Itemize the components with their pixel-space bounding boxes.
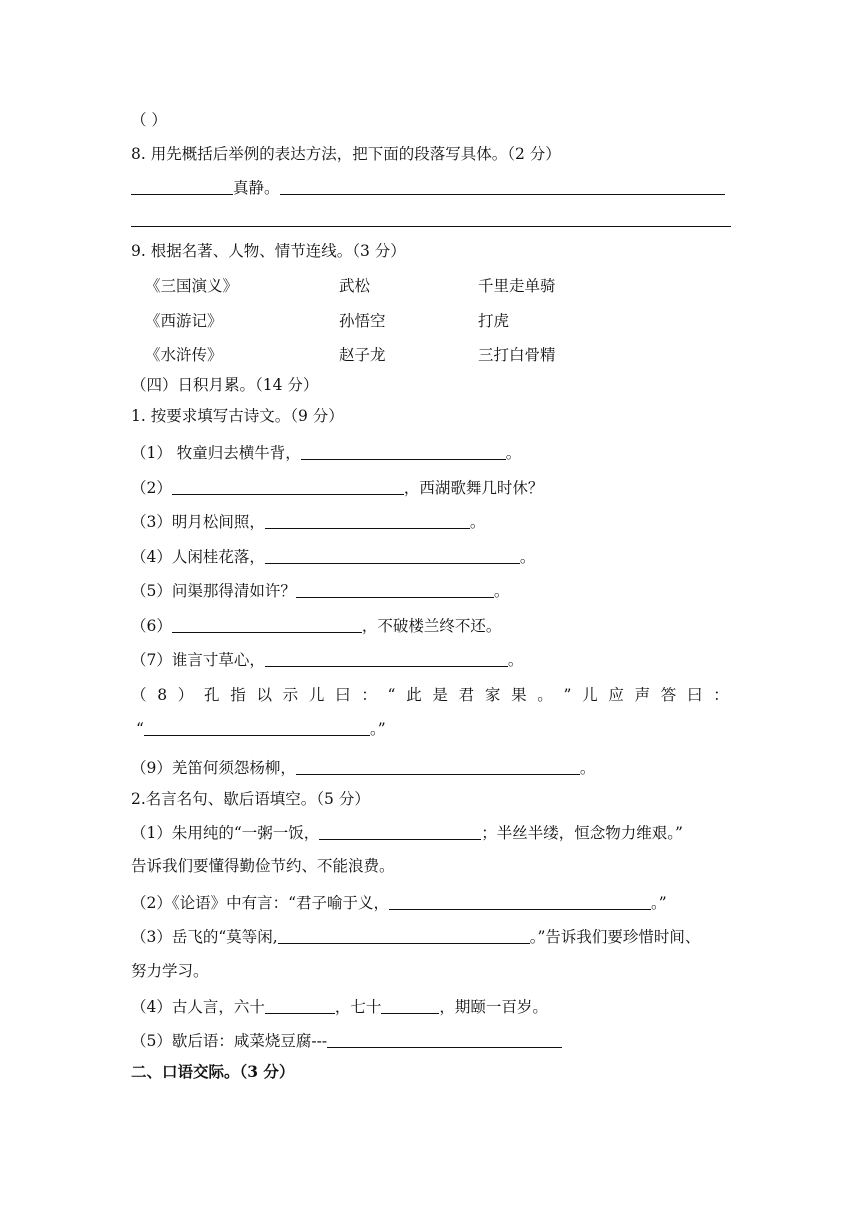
blank[interactable] <box>265 549 520 564</box>
book-1: 《三国演义》 <box>145 277 239 295</box>
poem-item-1: （1） 牧童归去横牛背， 。 <box>131 444 522 462</box>
blank[interactable] <box>265 514 470 529</box>
quote-item-3: （3）岳飞的“莫等闲, 。”告诉我们要珍惜时间、 <box>131 928 701 946</box>
answer-line[interactable] <box>131 226 731 227</box>
person-2: 孙悟空 <box>339 312 386 330</box>
blank[interactable] <box>319 825 481 840</box>
quote-item-5: （5）歇后语：咸菜烧豆腐--- <box>131 1031 562 1051</box>
question-8: 8. 用先概括后举例的表达方法，把下面的段落写具体。（2 分） <box>131 145 561 163</box>
poem-item-6: （6） ，不破楼兰终不还。 <box>131 617 502 635</box>
poem-item-8: （ 8 ） 孔 指 以 示 儿 曰 ： “ 此 是 君 家 果 。 ” 儿 应 声 答 曰 ： <box>131 686 729 704</box>
poem-item-4: （4）人闲桂花落， 。 <box>131 548 536 566</box>
blank[interactable] <box>327 1033 562 1048</box>
blank[interactable] <box>381 999 439 1014</box>
blank[interactable] <box>265 652 508 667</box>
part-2-title: 2.名言名句、歇后语填空。（5 分） <box>131 790 370 808</box>
person-1: 武松 <box>339 277 371 295</box>
blank[interactable] <box>296 583 494 598</box>
blank[interactable] <box>278 929 530 944</box>
plot-1: 千里走单骑 <box>478 277 556 295</box>
section-4-title: （四）日积月累。（14 分） <box>131 376 319 394</box>
blank[interactable] <box>172 618 362 633</box>
poem-item-9: （9）羌笛何须怨杨柳， 。 <box>131 759 596 777</box>
blank[interactable] <box>301 445 506 460</box>
quote-item-1-line2: 告诉我们要懂得勤俭节约、不能浪费。 <box>131 857 395 875</box>
answer-parenthesis: （ ） <box>131 111 167 129</box>
question-8-line: 真静。 <box>131 178 725 198</box>
part-1-title: 1. 按要求填写古诗文。（9 分） <box>131 407 344 425</box>
quote-item-2: （2）《论语》中有言：“君子喻于义， 。” <box>131 894 667 912</box>
quote-item-1: （1）朱用纯的“一粥一饭， ；半丝半缕，恒念物力维艰。” <box>131 824 683 842</box>
blank[interactable] <box>265 999 335 1014</box>
book-3: 《水浒传》 <box>145 346 223 364</box>
plot-3: 三打白骨精 <box>478 346 556 364</box>
poem-item-2: （2） ，西湖歌舞几时休？ <box>131 479 544 497</box>
blank[interactable] <box>131 180 233 195</box>
poem-item-5: （5）问渠那得清如许？ 。 <box>131 582 510 600</box>
poem-item-8-line2: “ 。” <box>136 720 386 738</box>
person-3: 赵子龙 <box>339 346 386 364</box>
poem-item-3: （3）明月松间照， 。 <box>131 513 486 531</box>
blank[interactable] <box>172 480 404 495</box>
blank[interactable] <box>144 721 370 736</box>
book-2: 《西游记》 <box>145 312 223 330</box>
poem-item-7: （7）谁言寸草心， 。 <box>131 651 524 669</box>
quote-item-3-line2: 努力学习。 <box>131 962 209 980</box>
blank[interactable] <box>296 760 580 775</box>
blank[interactable] <box>280 180 725 195</box>
question-9: 9. 根据名著、人物、情节连线。（3 分） <box>131 242 406 260</box>
blank[interactable] <box>389 895 651 910</box>
quote-item-4: （4）古人言，六十 ，七十 ，期颐一百岁。 <box>131 998 548 1016</box>
plot-2: 打虎 <box>478 312 510 330</box>
section-2-title: 二、口语交际。（3 分） <box>131 1062 295 1081</box>
